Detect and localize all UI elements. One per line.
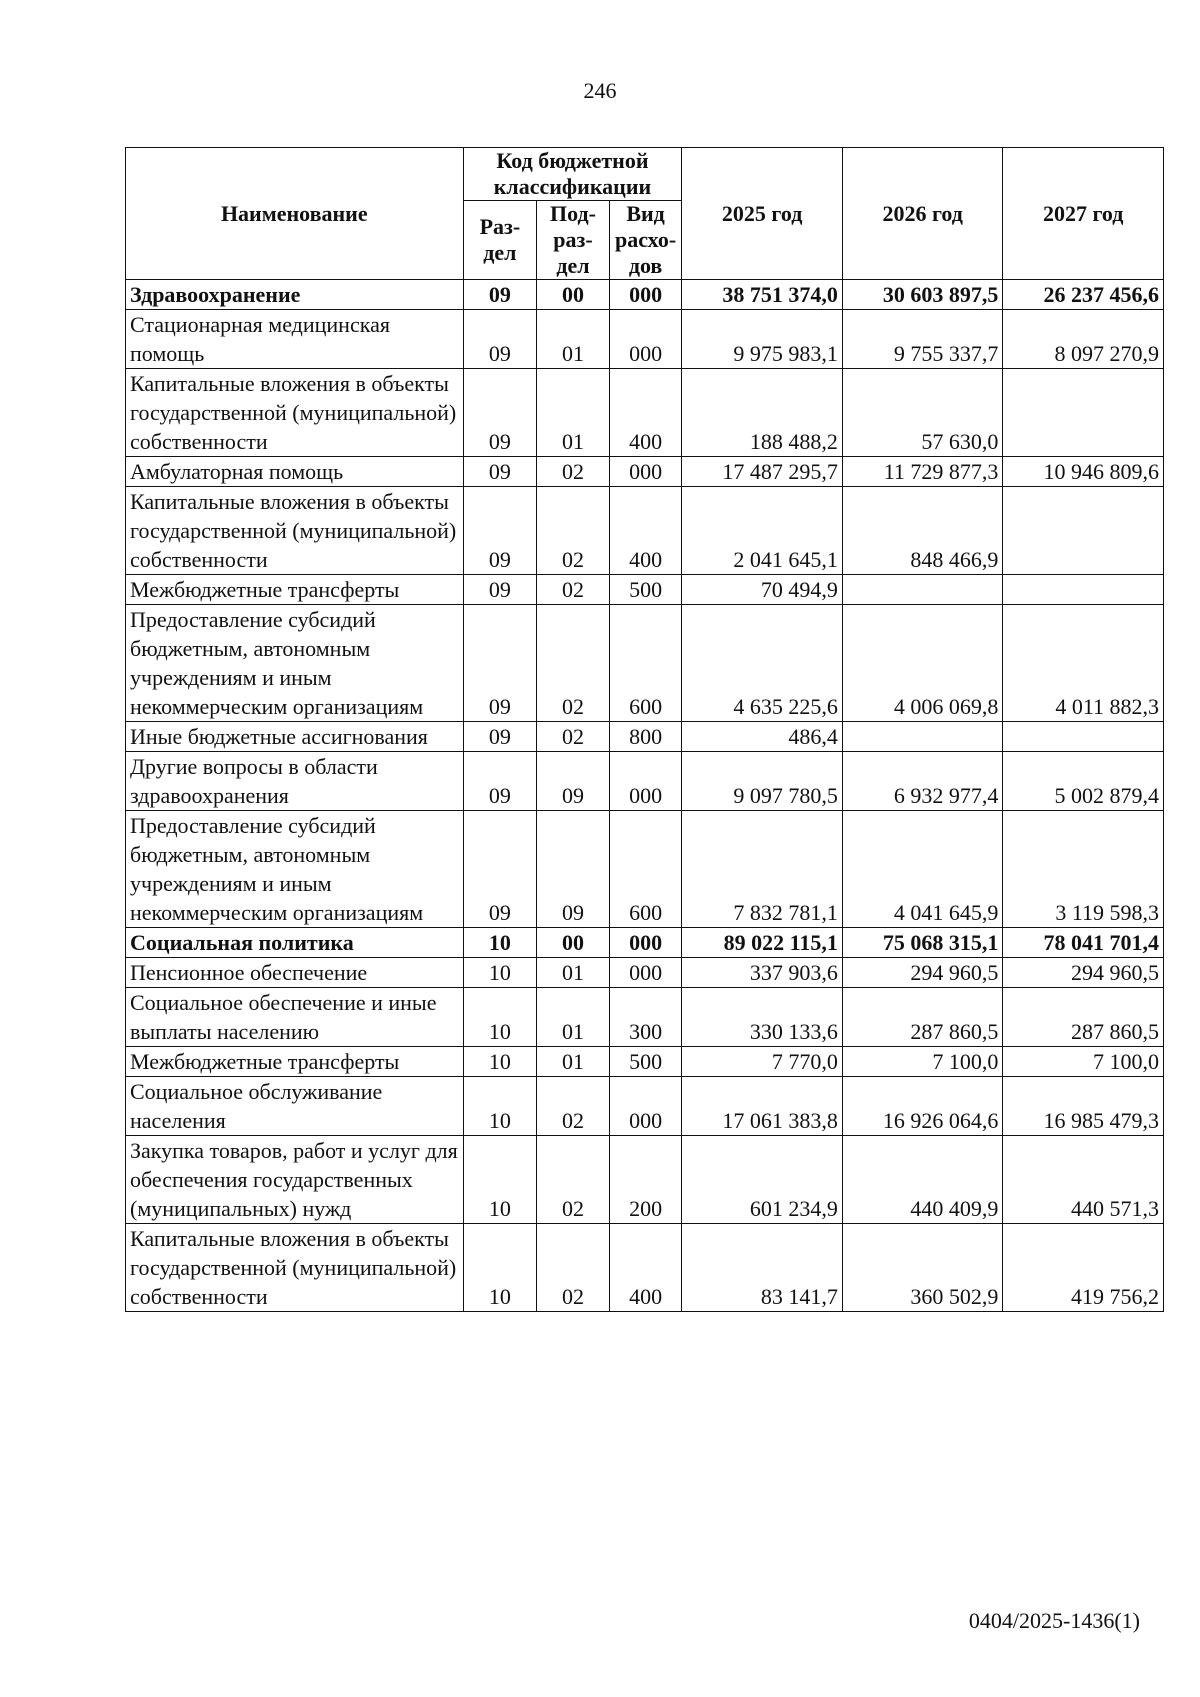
table-row: [126, 722, 1164, 752]
row-value-2027: 440 571,3: [1003, 1136, 1164, 1224]
row-name: Амбулаторная помощь: [126, 457, 464, 487]
row-value-2025: 2 041 645,1: [682, 487, 843, 575]
row-value-2025: 70 494,9: [682, 575, 843, 605]
table-row: [126, 1077, 1164, 1136]
row-vid: 000: [609, 1077, 682, 1136]
row-value-2027: [1003, 575, 1164, 605]
row-podrazdel: 02: [537, 722, 610, 752]
document-id: 0404/2025-1436(1): [968, 1608, 1140, 1633]
row-value-2026: 360 502,9: [842, 1224, 1003, 1312]
row-name: Межбюджетные трансферты: [126, 1047, 464, 1077]
row-razdel: 10: [463, 988, 537, 1047]
row-vid: 300: [609, 988, 682, 1047]
row-value-2026: 287 860,5: [842, 988, 1003, 1047]
table-row: [126, 1224, 1164, 1312]
row-value-2026: 4 041 645,9: [842, 811, 1003, 928]
row-name: Социальная политика: [126, 928, 464, 958]
row-podrazdel: 02: [537, 457, 610, 487]
row-value-2026: 11 729 877,3: [842, 457, 1003, 487]
row-razdel: 09: [463, 811, 537, 928]
row-value-2026: 4 006 069,8: [842, 605, 1003, 722]
row-value-2026: 75 068 315,1: [842, 928, 1003, 958]
table-row: [126, 752, 1164, 811]
row-value-2025: 7 770,0: [682, 1047, 843, 1077]
row-value-2025: 83 141,7: [682, 1224, 843, 1312]
row-name: Стационарная медицинская помощь: [126, 310, 464, 369]
table-row: [126, 605, 1164, 722]
row-razdel: 09: [463, 280, 537, 310]
row-razdel: 10: [463, 1077, 537, 1136]
row-value-2027: 26 237 456,6: [1003, 280, 1164, 310]
row-razdel: 09: [463, 575, 537, 605]
header-razdel: Раз-дел: [463, 201, 537, 280]
page-number: 246: [583, 78, 617, 103]
table-row: [126, 988, 1164, 1047]
row-value-2025: 9 097 780,5: [682, 752, 843, 811]
row-value-2026: 16 926 064,6: [842, 1077, 1003, 1136]
row-value-2026: 7 100,0: [842, 1047, 1003, 1077]
row-podrazdel: 00: [537, 928, 610, 958]
table-row: [126, 958, 1164, 988]
header-2026: 2026 год: [842, 148, 1003, 280]
row-vid: 500: [609, 1047, 682, 1077]
row-vid: 000: [609, 752, 682, 811]
row-vid: 000: [609, 280, 682, 310]
table-row: [126, 280, 1164, 310]
row-value-2027: 4 011 882,3: [1003, 605, 1164, 722]
row-vid: 000: [609, 310, 682, 369]
row-value-2026: 9 755 337,7: [842, 310, 1003, 369]
row-vid: 000: [609, 928, 682, 958]
header-vid: Вид расхо-дов: [609, 201, 682, 280]
table-row: [126, 457, 1164, 487]
row-vid: 400: [609, 487, 682, 575]
row-razdel: 09: [463, 487, 537, 575]
table-row: [126, 1047, 1164, 1077]
row-razdel: 10: [463, 928, 537, 958]
table-row: [126, 928, 1164, 958]
row-value-2025: 601 234,9: [682, 1136, 843, 1224]
table-row: [126, 575, 1164, 605]
row-vid: 000: [609, 958, 682, 988]
row-value-2027: 287 860,5: [1003, 988, 1164, 1047]
row-value-2027: 419 756,2: [1003, 1224, 1164, 1312]
row-vid: 600: [609, 811, 682, 928]
row-podrazdel: 02: [537, 1136, 610, 1224]
row-name: Другие вопросы в области здравоохранения: [126, 752, 464, 811]
table-body: [126, 280, 1164, 1312]
row-value-2027: 78 041 701,4: [1003, 928, 1164, 958]
row-value-2026: 848 466,9: [842, 487, 1003, 575]
table-row: [126, 369, 1164, 457]
row-vid: 600: [609, 605, 682, 722]
row-value-2025: 7 832 781,1: [682, 811, 843, 928]
row-podrazdel: 01: [537, 988, 610, 1047]
table-row: [126, 1136, 1164, 1224]
budget-table: [125, 147, 1164, 1312]
row-name: Иные бюджетные ассигнования: [126, 722, 464, 752]
row-name: Социальное обеспечение и иные выплаты населению: [126, 988, 464, 1047]
row-name: Социальное обслуживание населения: [126, 1077, 464, 1136]
row-value-2026: 294 960,5: [842, 958, 1003, 988]
row-name: Капитальные вложения в объекты государственной (муниципальной) собственности: [126, 369, 464, 457]
row-podrazdel: 02: [537, 1077, 610, 1136]
row-value-2027: 10 946 809,6: [1003, 457, 1164, 487]
header-2027: 2027 год: [1003, 148, 1164, 280]
table-row: [126, 310, 1164, 369]
row-razdel: 09: [463, 722, 537, 752]
row-name: Капитальные вложения в объекты государственной (муниципальной) собственности: [126, 487, 464, 575]
row-value-2027: [1003, 369, 1164, 457]
row-vid: 200: [609, 1136, 682, 1224]
row-podrazdel: 02: [537, 575, 610, 605]
row-value-2025: 337 903,6: [682, 958, 843, 988]
row-value-2025: 330 133,6: [682, 988, 843, 1047]
row-razdel: 09: [463, 752, 537, 811]
row-name: Межбюджетные трансферты: [126, 575, 464, 605]
header-podrazdel: Под-раз-дел: [537, 201, 610, 280]
row-value-2027: 7 100,0: [1003, 1047, 1164, 1077]
row-value-2026: [842, 722, 1003, 752]
row-vid: 500: [609, 575, 682, 605]
row-razdel: 10: [463, 958, 537, 988]
row-value-2025: 17 487 295,7: [682, 457, 843, 487]
row-name: Предоставление субсидий бюджетным, автономным учреждениям и иным некоммерческим организациям: [126, 811, 464, 928]
row-value-2027: 8 097 270,9: [1003, 310, 1164, 369]
row-vid: 000: [609, 457, 682, 487]
row-value-2026: 440 409,9: [842, 1136, 1003, 1224]
row-value-2027: 16 985 479,3: [1003, 1077, 1164, 1136]
row-podrazdel: 09: [537, 811, 610, 928]
row-podrazdel: 01: [537, 1047, 610, 1077]
row-podrazdel: 02: [537, 1224, 610, 1312]
row-value-2025: 17 061 383,8: [682, 1077, 843, 1136]
table-row: [126, 811, 1164, 928]
row-value-2026: [842, 575, 1003, 605]
row-razdel: 10: [463, 1136, 537, 1224]
row-value-2025: 4 635 225,6: [682, 605, 843, 722]
row-value-2025: 486,4: [682, 722, 843, 752]
header-code-group: Код бюджетной классификации: [463, 148, 682, 201]
row-vid: 800: [609, 722, 682, 752]
header-2025: 2025 год: [682, 148, 843, 280]
row-razdel: 09: [463, 457, 537, 487]
row-name: Капитальные вложения в объекты государственной (муниципальной) собственности: [126, 1224, 464, 1312]
row-value-2027: [1003, 722, 1164, 752]
row-value-2026: 30 603 897,5: [842, 280, 1003, 310]
row-razdel: 09: [463, 310, 537, 369]
row-value-2026: 57 630,0: [842, 369, 1003, 457]
row-value-2025: 9 975 983,1: [682, 310, 843, 369]
row-podrazdel: 02: [537, 605, 610, 722]
row-razdel: 10: [463, 1047, 537, 1077]
row-value-2027: 3 119 598,3: [1003, 811, 1164, 928]
row-podrazdel: 01: [537, 310, 610, 369]
row-podrazdel: 09: [537, 752, 610, 811]
row-value-2025: 188 488,2: [682, 369, 843, 457]
table-row: [126, 487, 1164, 575]
row-vid: 400: [609, 369, 682, 457]
row-value-2026: 6 932 977,4: [842, 752, 1003, 811]
row-podrazdel: 01: [537, 369, 610, 457]
row-podrazdel: 01: [537, 958, 610, 988]
row-razdel: 09: [463, 605, 537, 722]
row-name: Предоставление субсидий бюджетным, автономным учреждениям и иным некоммерческим организациям: [126, 605, 464, 722]
row-name: Здравоохранение: [126, 280, 464, 310]
row-podrazdel: 02: [537, 487, 610, 575]
row-value-2027: [1003, 487, 1164, 575]
row-vid: 400: [609, 1224, 682, 1312]
row-name: Пенсионное обеспечение: [126, 958, 464, 988]
row-razdel: 09: [463, 369, 537, 457]
row-podrazdel: 00: [537, 280, 610, 310]
row-razdel: 10: [463, 1224, 537, 1312]
row-name: Закупка товаров, работ и услуг для обеспечения государственных (муниципальных) нужд: [126, 1136, 464, 1224]
row-value-2025: 38 751 374,0: [682, 280, 843, 310]
header-name: Наименование: [126, 148, 464, 280]
row-value-2027: 294 960,5: [1003, 958, 1164, 988]
row-value-2027: 5 002 879,4: [1003, 752, 1164, 811]
row-value-2025: 89 022 115,1: [682, 928, 843, 958]
